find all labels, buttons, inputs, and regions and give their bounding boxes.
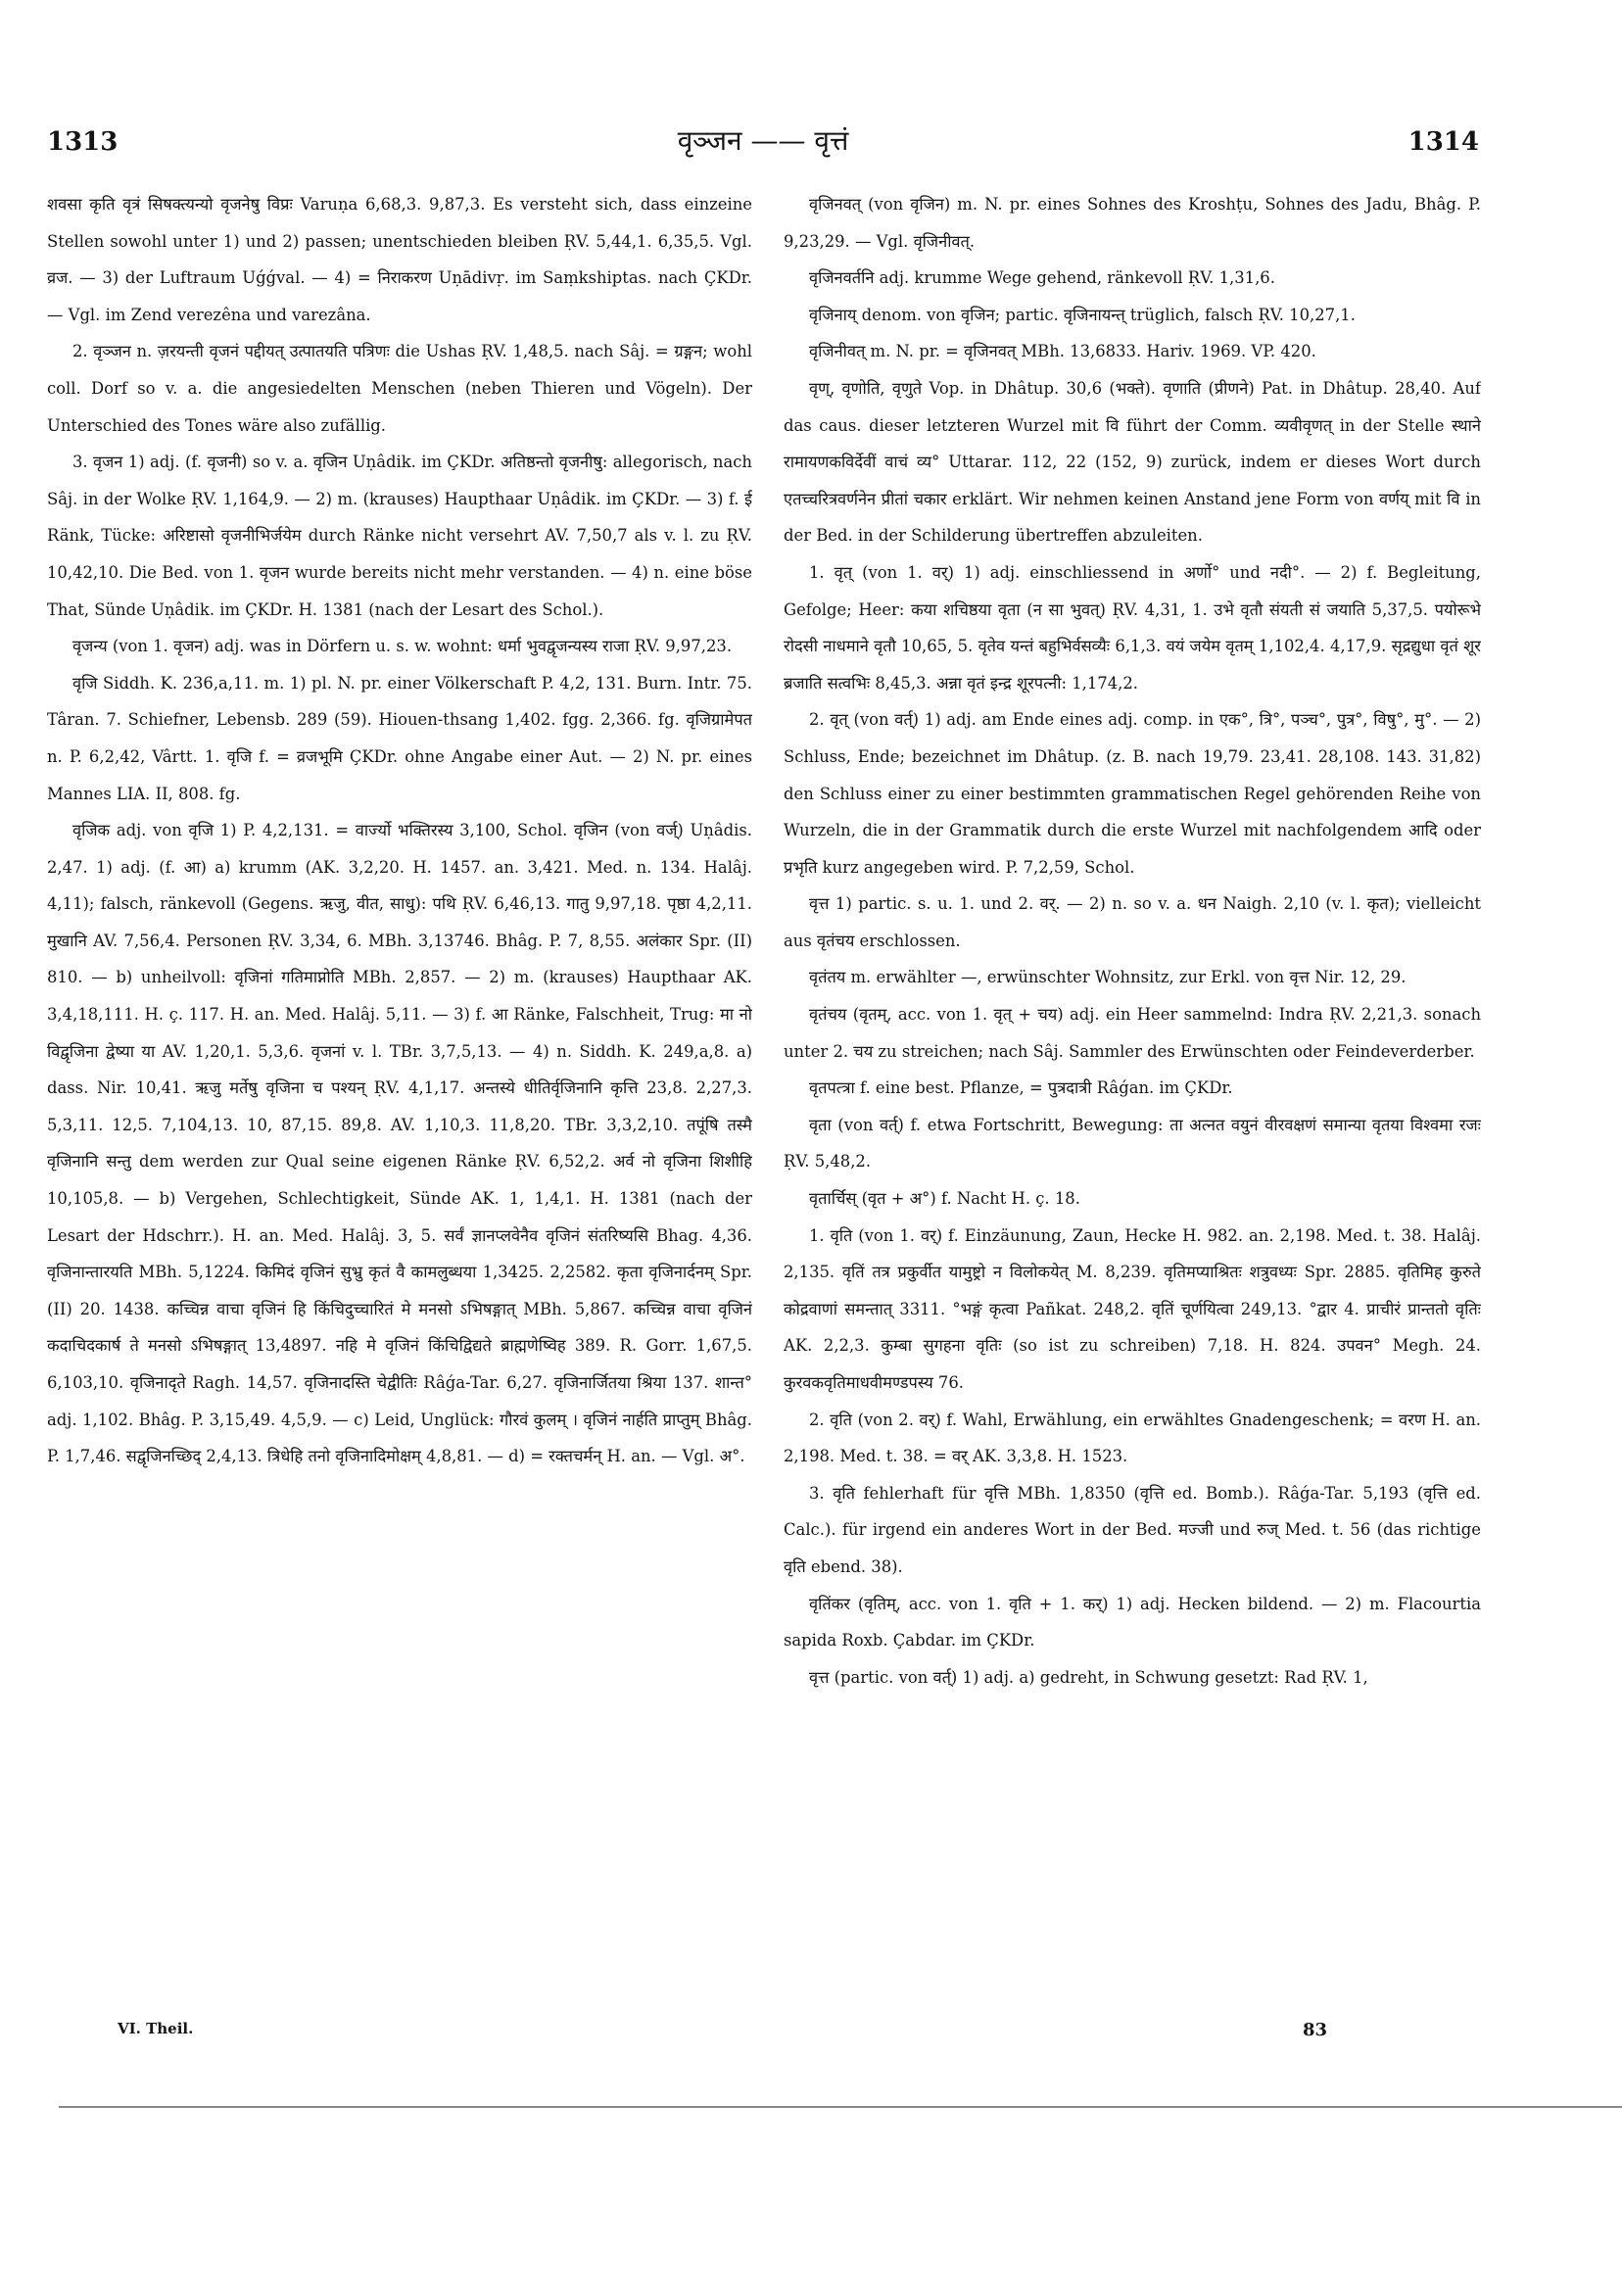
page-number-left: 1313 (47, 127, 119, 157)
dictionary-entry: वृजन्य (von 1. वृजन) adj. was in Dörfern u. s. w. wohnt: धर्मा भुवद्वृजन्यस्य राजा ṚV. 9,97,23. (72, 637, 733, 656)
dictionary-entry: 2. वृत् (von वर्त्) 1) adj. am Ende eines adj. comp. in एक°, त्रि°, पञ्च°, पुत्र°, विषु°, मु°. — 2) Schluss, Ende; bezeichnet im Dhâtup. (z. B. nach 19,79. 23,41. 28,108. 143. 31,82) den Schluss einer zu einer bestimmten grammatischen Regel gehörenden Reihe von Wurzeln, die in der Grammatik durch die erste Wurzel mit nachfolgendem आदि oder प्रभृति kurz angegeben wird. P. 7,2,59, Schol. (784, 710, 1481, 877)
dictionary-entry: 2. वृञ्जन n. ज़रयन्ती वृजनं पद्दीयत् उत्पातयति पत्रिणः die Ushas ṚV. 1,48,5. nach Sâj. = ग्रङ्गन; wohl coll. Dorf so v. a. die angesiedelten Menschen (neben Thieren und Vögeln). Der Unterschied des Tones wäre also zufällig. (47, 342, 752, 435)
dictionary-entry: 3. वृजन 1) adj. (f. वृजनी) so v. a. वृजिन Uṇâdik. im ÇKDr. अतिष्ठन्तो वृजनीषु: allegorisch, nach Sâj. in der Wolke ṚV. 1,164,9. — 2) m. (krauses) Haupthaar Uṇâdik. im ÇKDr. — 3) f. ई Ränk, Tücke: अरिष्टासो वृजनीभिर्जयेम durch Ränke nicht versehrt AV. 7,50,7 als v. l. zu ṚV. 10,42,10. Die Bed. von 1. वृजन wurde bereits nicht mehr verstanden. — 4) n. eine böse That, Sünde Uṇâdik. im ÇKDr. H. 1381 (nach der Lesart des Schol.). (47, 453, 752, 619)
scan-bottom-rule (59, 2106, 1622, 2108)
dictionary-entry: वृता (von वर्त्) f. etwa Fortschritt, Bewegung: ता अत्नत वयुनं वीरवक्षणं समान्या वृतया विश्वमा रजः ṚV. 5,48,2. (784, 1115, 1481, 1172)
dictionary-entry: वृजिनवत् (von वृजिन) m. N. pr. eines Sohnes des Kroshṭu, Sohnes des Jadu, Bhâg. P. 9,23,29. — Vgl. वृजिनीवत्. (784, 195, 1481, 251)
dictionary-entry: वृजिक adj. von वृजि 1) P. 4,2,131. = वार्ज्यो भक्तिरस्य 3,100, Schol. वृजिन (von वर्ज्) Uṇâdis. 2,47. 1) adj. (f. आ) a) krumm (AK. 3,2,20. H. 1457. an. 3,421. Med. n. 134. Halâj. 4,11); falsch, ränkevoll (Gegens. ऋजु, वीत, साधु): पथि ṚV. 6,46,13. गातु 9,97,18. पृष्ठा 4,2,11. मुखानि AV. 7,56,4. Personen ṚV. 3,34, 6. MBh. 3,13746. Bhâg. P. 7, 8,55. अलंकार Spr. (II) 810. — b) unheilvoll: वृजिनां गतिमाप्नोति MBh. 2,857. — 2) m. (krauses) Haupthaar AK. 3,4,18,111. H. ç. 117. H. an. Med. Halâj. 5,11. — 3) f. आ Ränke, Falschheit, Trug: मा नो विद्वृजिना द्वेष्या या AV. 1,20,1. 5,3,6. वृजनां v. l. TBr. 3,7,5,13. — 4) n. Siddh. K. 249,a,8. a) dass. Nir. 10,41. ऋजु मर्तेषु वृजिना च पश्यन् ṚV. 4,1,17. अन्तस्ये धीतिर्वृजिनानि कृत्ति 23,8. 2,27,3. 5,3,11. 12,5. 7,104,13. 10, 87,15. 89,8. AV. 1,10,3. 11,8,20. TBr. 3,3,2,10. तपूंषि तस्मै वृजिनानि सन्तु dem werden zur Qual seine eigenen Ränke ṚV. 6,52,2. अर्व नो वृजिना शिशीहि 10,105,8. — b) Vergehen, Schlechtigkeit, Sünde AK. 1, 1,4,1. H. 1381 (nach der Lesart der Hdschrr.). H. an. Med. Halâj. 3, 5. सर्वं ज्ञानप्लवेनैव वृजिनं संतरिष्यसि Bhag. 4,36. वृजिनान्तारयति MBh. 5,1224. किमिदं वृजिनं सुभ्रु कृतं वै कामलुब्धया 1,3425. 2,2582. कृता वृजिनार्दनम् Spr. (II) 20. 1438. कच्चिन्न वाचा वृजिनं हि किंचिदुच्चारितं मे मनसो ऽभिषङ्गात् MBh. 5,867. कच्चिन्न वाचा वृजिनं कदाचिदकार्ष ते मनसो ऽभिषङ्गात् 13,4897. नहि मे वृजिनं किंचिद्विद्यते ब्राह्मणेष्विह 389. R. Gorr. 1,67,5. 6,103,10. वृजिनादृते Ragh. 14,57. वृजिनादस्ति चेद्वीतिः Râǵa-Tar. 6,27. वृजिनार्जितया श्रिया 137. शान्त° adj. 1,102. Bhâg. P. 3,15,49. 4,5,9. — c) Leid, Unglück: गौरवं कुलम् । वृजिनं नार्हति प्राप्तुम् Bhâg. P. 1,7,46. सद्वृजिनच्छिद् 2,4,13. त्रिधेहि तनो वृजिनादिमोक्षम् 4,8,81. — d) = रक्तचर्मन् H. an. — Vgl. अ°. (47, 821, 752, 1466)
dictionary-entry: वृतपत्त्रा f. eine best. Pflanze, = पुत्रदात्री Râǵan. im ÇKDr. (809, 1078, 1233, 1098)
dictionary-entry: वृत्त 1) partic. s. u. 1. und 2. वर्. — 2) n. so v. a. धन Naigh. 2,10 (v. l. कृत); vielleicht aus वृतंचय erschlossen. (784, 894, 1481, 950)
signature-number: 83 (1303, 2020, 1328, 2040)
dictionary-entry: वृण्, वृणोति, वृणुते Vop. in Dhâtup. 30,6 (भक्ते). वृणाति (प्रीणने) Pat. in Dhâtup. 28,40. Auf das caus. dieser letzteren Wurzel mit वि führt der Comm. व्यवीवृणत् in der Stelle स्थाने रामायणकविर्देवीं वाचं व्य° Uttarar. 112, 22 (152, 9) zurück, indem er dieses Wort durch एतच्चरित्रवर्णनेन प्रीतां चकार erklärt. Wir nehmen keinen Anstand jene Form von वर्णय् mit वि in der Bed. in der Schilderung übertreffen abzuleiten. (784, 378, 1481, 546)
dictionary-entry: वृतंतय m. erwählter —, erwünschter Wohnsitz, zur Erkl. von वृत्त Nir. 12, 29. (809, 968, 1407, 987)
right-column (784, 186, 1481, 1979)
page-header (47, 124, 1479, 176)
page-number-right: 1314 (1407, 127, 1479, 157)
dictionary-entry: वृजिनवर्तनि adj. krumme Wege gehend, ränkevoll ṚV. 1,31,6. (809, 268, 1275, 288)
dictionary-entry: वृतार्चिस् (वृत + अ°) f. Nacht H. ç. 18. (809, 1189, 1080, 1209)
dictionary-entry: वृतंचय (वृतम्, acc. von 1. वृत् + चय) adj. ein Heer sammelnd: Indra ṚV. 2,21,3. sonach unter 2. चय zu streichen; nach Sâj. Sammler des Erwünschten oder Feindeverderber. (784, 1005, 1481, 1061)
dictionary-entry: वृतिंकर (वृतिम्, acc. von 1. वृति + 1. कर्) 1) adj. Hecken bildend. — 2) m. Flacourtia sapida Roxb. Çabdar. im ÇKDr. (784, 1594, 1481, 1650)
left-column (47, 186, 752, 2008)
dictionary-entry: वृजिनाय् denom. von वृजिन; partic. वृजिनायन्त् trüglich, falsch ṚV. 10,27,1. (809, 305, 1356, 324)
dictionary-entry: वृजिनीवत् m. N. pr. = वृजिनवत् MBh. 13,6833. Hariv. 1969. VP. 420. (809, 342, 1316, 361)
dictionary-entry: 1. वृति (von 1. वर्) f. Einzäunung, Zaun, Hecke H. 982. an. 2,198. Med. t. 38. Halâj. 2,135. वृतिं तत्र प्रकुर्वीत यामुष्ट्रो न विलोकयेत् M. 8,239. वृतिमप्याश्रितः शत्रुवध्यः Spr. 2885. वृतिमिह कुरुते कोद्रवाणां समन्तात् 3311. °भङ्गं कृत्वा Pañkat. 248,2. वृतिं चूर्णयित्वा 249,13. °द्वार 4. प्राचीरं प्रान्ततो वृतिः AK. 2,2,3. कुम्बा सुगहना वृतिः (so ist zu schreiben) 7,18. H. 824. उपवन° Megh. 24. कुरवकवृतिमाधवीमण्डपस्य 76. (784, 1225, 1481, 1392)
dictionary-entry: वृत्त (partic. von वर्त्) 1) adj. a) gedreht, in Schwung gesetzt: Rad ṚV. 1, (809, 1667, 1368, 1687)
entry-continuation: शवसा कृति वृत्रं सिषक्त्यन्यो वृजनेषु विप्रः Varuṇa 6,68,3. 9,87,3. Es versteht sich, dass einzeine Stellen sowohl unter 1) und 2) passen; unentschieden bleiben ṚV. 5,44,1. 6,35,5. Vgl. व्रज. — 3) der Luftraum Uǵǵval. — 4) = निराकरण Uṇādivṛ. im Saṃkshiptas. nach ÇKDr. — Vgl. im Zend verezêna und varezâna. (47, 195, 752, 324)
dictionary-entry: 2. वृति (von 2. वर्) f. Wahl, Erwählung, ein erwähltes Gnadengeschenk; = वरण H. an. 2,198. Med. t. 38. = वर् AK. 3,3,8. H. 1523. (784, 1410, 1481, 1466)
running-headword: वृञ्जन —— वृत्तं (677, 124, 849, 157)
dictionary-entry: 3. वृति fehlerhaft für वृत्ति MBh. 1,8350 (वृत्ति ed. Bomb.). Râǵa-Tar. 5,193 (वृत्ति ed. Calc.). für irgend ein anderes Wort in der Bed. मज्जी und रुज् Med. t. 56 (das richtige वृति ebend. 38). (784, 1483, 1481, 1576)
dictionary-entry: 1. वृत् (von 1. वर्) 1) adj. einschliessend in अर्णो° und नदी°. — 2) f. Begleitung, Gefolge; Heer: कया शचिष्ठया वृता (न सा भुवत्) ṚV. 4,31, 1. उभे वृतौ संयती सं जयाति 5,37,5. पयोरूभे रोदसी नाधमाने वृतौ 10,65, 5. वृतेव यन्तं बहुभिर्वसव्यैः 6,1,3. वयं जयेम वृतम् 1,102,4. 4,17,9. सृद्रद्युधा वृतं शूर ब्रजाति सत्वभिः 8,45,3. अन्ना वृतं इन्द्र शूरपत्नी: 1,174,2. (784, 562, 1481, 693)
dictionary-entry: वृजि Siddh. K. 236,a,11. m. 1) pl. N. pr. einer Völkerschaft P. 4,2, 131. Burn. Intr. 75. Târan. 7. Schiefner, Lebensb. 289 (59). Hiouen-thsang 1,402. fgg. 2,366. fg. वृजिग्रामेपत n. P. 6,2,42, Vârtt. 1. वृजि f. = व्रजभूमि ÇKDr. ohne Angabe einer Aut. — 2) N. pr. eines Mannes LIA. II, 808. fg. (47, 673, 752, 803)
sheet-label: VI. Theil. (118, 2020, 194, 2037)
